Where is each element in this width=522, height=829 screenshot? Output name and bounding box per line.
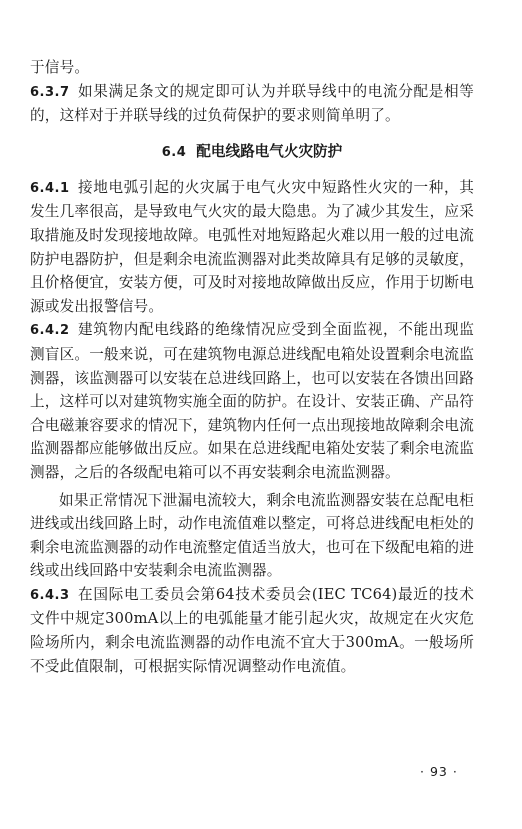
clause-number: 6.4.1	[30, 180, 70, 196]
clause-number: 6.4.2	[30, 323, 70, 339]
clause-6-4-3	[30, 583, 474, 678]
clause-6-4-2-paragraph-2: 如果正常情况下泄漏电流较大，剩余电流监测器安装在总配电柜进线或出线回路上时，动作电流值难以整定，可将总进线配电柜处的剩余电流监测器的动作电流整定值适当放大，也可在下级配电箱的进线或出线回路中安装剩余电流监测器。	[30, 491, 474, 580]
clause-text: 接地电弧引起的火灾属于电气火灾中短路性火灾的一种，其发生几率很高，是导致电气火灾的最大隐患。为了减少其发生，应采取措施及时发现接地故障。电弧性对地短路起火难以用一般的过电流防护电器防护，但是剩余电流监测器对此类故障具有足够的灵敏度，且价格便宜，安装方便，可及时对接地故障做出反应，作用于切断电源或发出报警信号。	[30, 178, 474, 315]
document-page	[30, 56, 474, 678]
section-number: 6.4	[161, 144, 187, 160]
clause-6-3-7	[30, 80, 474, 128]
page-number: · 93 ·	[420, 764, 458, 779]
paragraph-continuation: 于信号。	[30, 59, 90, 76]
clause-text: 在国际电工委员会第64技术委员会(IEC TC64)最近的技术文件中规定300mA以上的电弧能量才能引起火灾，故规定在火灾危险场所内，剩余电流监测器的动作电流不宜大于300mA。一般场所不受此值限制，可根据实际情况调整动作电流值。	[30, 585, 474, 675]
section-title: 配电线路电气火灾防护	[196, 142, 343, 160]
clause-6-4-1	[30, 176, 474, 319]
clause-number: 6.4.3	[30, 587, 70, 603]
section-heading	[30, 128, 474, 176]
clause-6-4-2	[30, 318, 474, 484]
clause-number: 6.3.7	[30, 84, 70, 100]
clause-text: 如果满足条文的规定即可认为并联导线中的电流分配是相等的，这样对于并联导线的过负荷保护的要求则简单明了。	[30, 82, 474, 125]
clause-text: 建筑物内配电线路的绝缘情况应受到全面监视，不能出现监测盲区。一般来说，可在建筑物电源总进线配电箱处设置剩余电流监测器，该监测器可以安装在总进线回路上，也可以安装在各馈出回路上，这样可以对建筑物实施全面的防护。在设计、安装正确、产品符合电磁兼容要求的情况下，建筑物内任何一点出现接地故障剩余电流监测器都应能够做出反应。如果在总进线配电箱处安装了剩余电流监测器，之后的各级配电箱可以不再安装剩余电流监测器。	[30, 321, 474, 481]
